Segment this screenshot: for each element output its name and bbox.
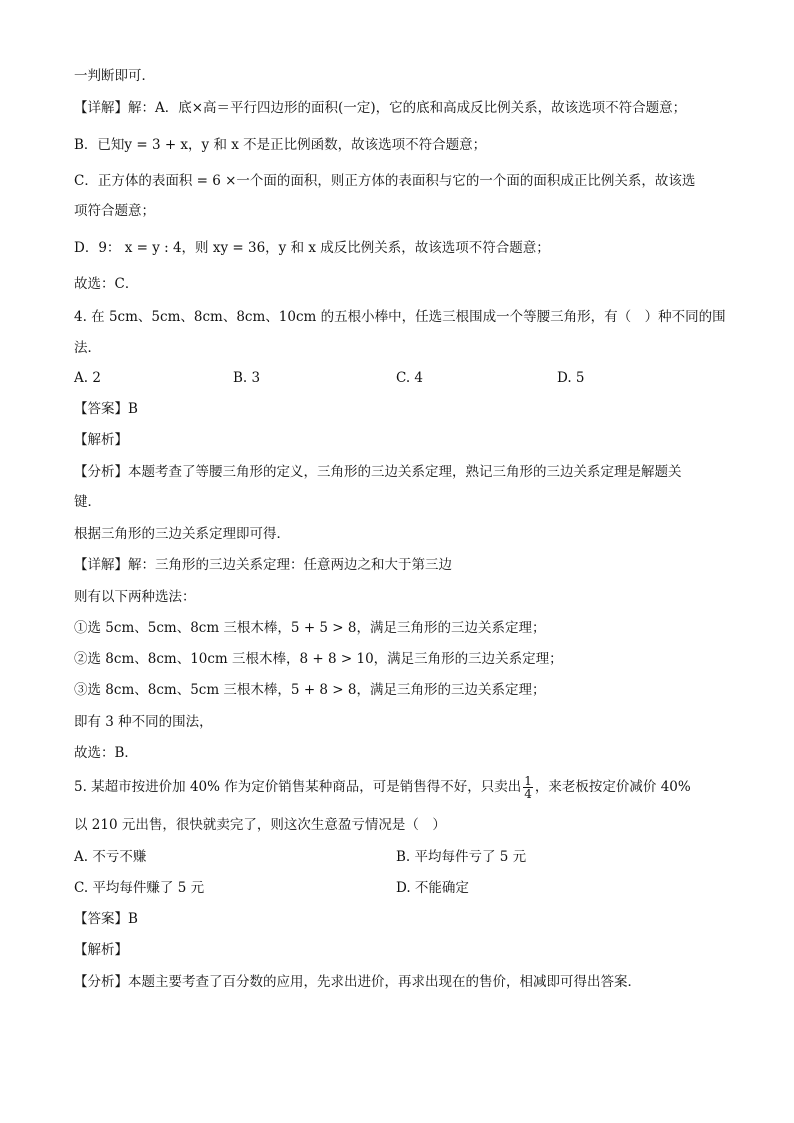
q4-option-b: B. 3 (233, 370, 261, 386)
q5-answer: 【答案】B (74, 911, 138, 927)
q5-analysis-head: 【解析】 (74, 942, 128, 958)
q5-fraction (523, 775, 533, 800)
q4-stem-1: 4. 在 5cm、5cm、8cm、8cm、10cm 的五根小棒中，任选三根围成一个等腰三角形，有（ ）种不同的围 (74, 309, 726, 325)
q4-analysis-2: 键． (74, 494, 101, 510)
q3-option-b-explain: B．已知y = 3 + x，y 和 x 不是正比例函数，故该选项不符合题意； (74, 137, 487, 153)
q5-analysis-1: 【分析】本题主要考查了百分数的应用，先求出进价，再求出现在的售价，相减即可得出答案． (74, 974, 641, 990)
q4-intro: 则有以下两种选法： (74, 589, 196, 605)
q5-fraction-denominator: 4 (524, 787, 532, 801)
q4-detail: 【详解】解：三角形的三边关系定理：任意两边之和大于第三边 (74, 557, 452, 573)
q4-choice-3: ③选 8cm、8cm、5cm 三根木棒，5 + 8 > 8，满足三角形的三边关系定理； (74, 682, 546, 698)
q5-stem-1a: 5. 某超市按进价加 40% 作为定价销售某种商品，可是销售得不好，只卖出 (74, 779, 522, 795)
q4-choose: 故选：B． (74, 745, 138, 761)
q4-analysis-1: 【分析】本题考查了等腰三角形的定义，三角形的三边关系定理，熟记三角形的三边关系定理是解题关 (74, 464, 682, 480)
q4-option-c: C. 4 (396, 370, 424, 386)
q4-option-d: D. 5 (557, 370, 585, 386)
q3-choose: 故选：C． (74, 276, 139, 292)
q4-stem-2: 法． (74, 340, 101, 356)
q5-option-c: C. 平均每件赚了 5 元 (74, 880, 205, 896)
q5-option-a: A. 不亏不赚 (74, 849, 147, 865)
q3-option-d-explain: D．9： x = y : 4，则 xy = 36，y 和 x 成反比例关系，故该选项不符合题意； (74, 240, 550, 256)
q4-choice-2: ②选 8cm、8cm、10cm 三根木棒，8 + 8 > 10，满足三角形的三边关系定理； (74, 651, 563, 667)
q5-option-b: B. 平均每件亏了 5 元 (396, 849, 527, 865)
q5-stem-2: 以 210 元出售，很快就卖完了，则这次生意盈亏情况是（ ） (74, 817, 446, 833)
q4-analysis-3: 根据三角形的三边关系定理即可得． (74, 526, 290, 542)
q5-fraction-numerator: 1 (524, 774, 532, 788)
q3-detail: 【详解】解：A．底×高＝平行四边形的面积(一定)，它的底和高成反比例关系，故该选项不符合题意； (74, 100, 687, 116)
q3-hint-tail: 一判断即可． (74, 68, 155, 84)
q5-stem-1 (74, 775, 691, 800)
q4-total: 即有 3 种不同的围法， (74, 714, 213, 730)
q3-option-c-explain-1: C．正方体的表面积 = 6 ×一个面的面积，则正方体的表面积与它的一个面的面积成正比例关系，故该选 (74, 173, 696, 189)
q4-option-a: A. 2 (74, 370, 101, 386)
q5-stem-1b: ，来老板按定价减价 40% (534, 779, 691, 795)
q5-option-d: D. 不能确定 (396, 880, 469, 896)
q4-analysis-head: 【解析】 (74, 432, 128, 448)
q4-answer: 【答案】B (74, 401, 138, 417)
q4-choice-1: ①选 5cm、5cm、8cm 三根木棒，5 + 5 > 8，满足三角形的三边关系定理； (74, 620, 546, 636)
q3-option-c-explain-2: 项符合题意； (74, 203, 155, 219)
